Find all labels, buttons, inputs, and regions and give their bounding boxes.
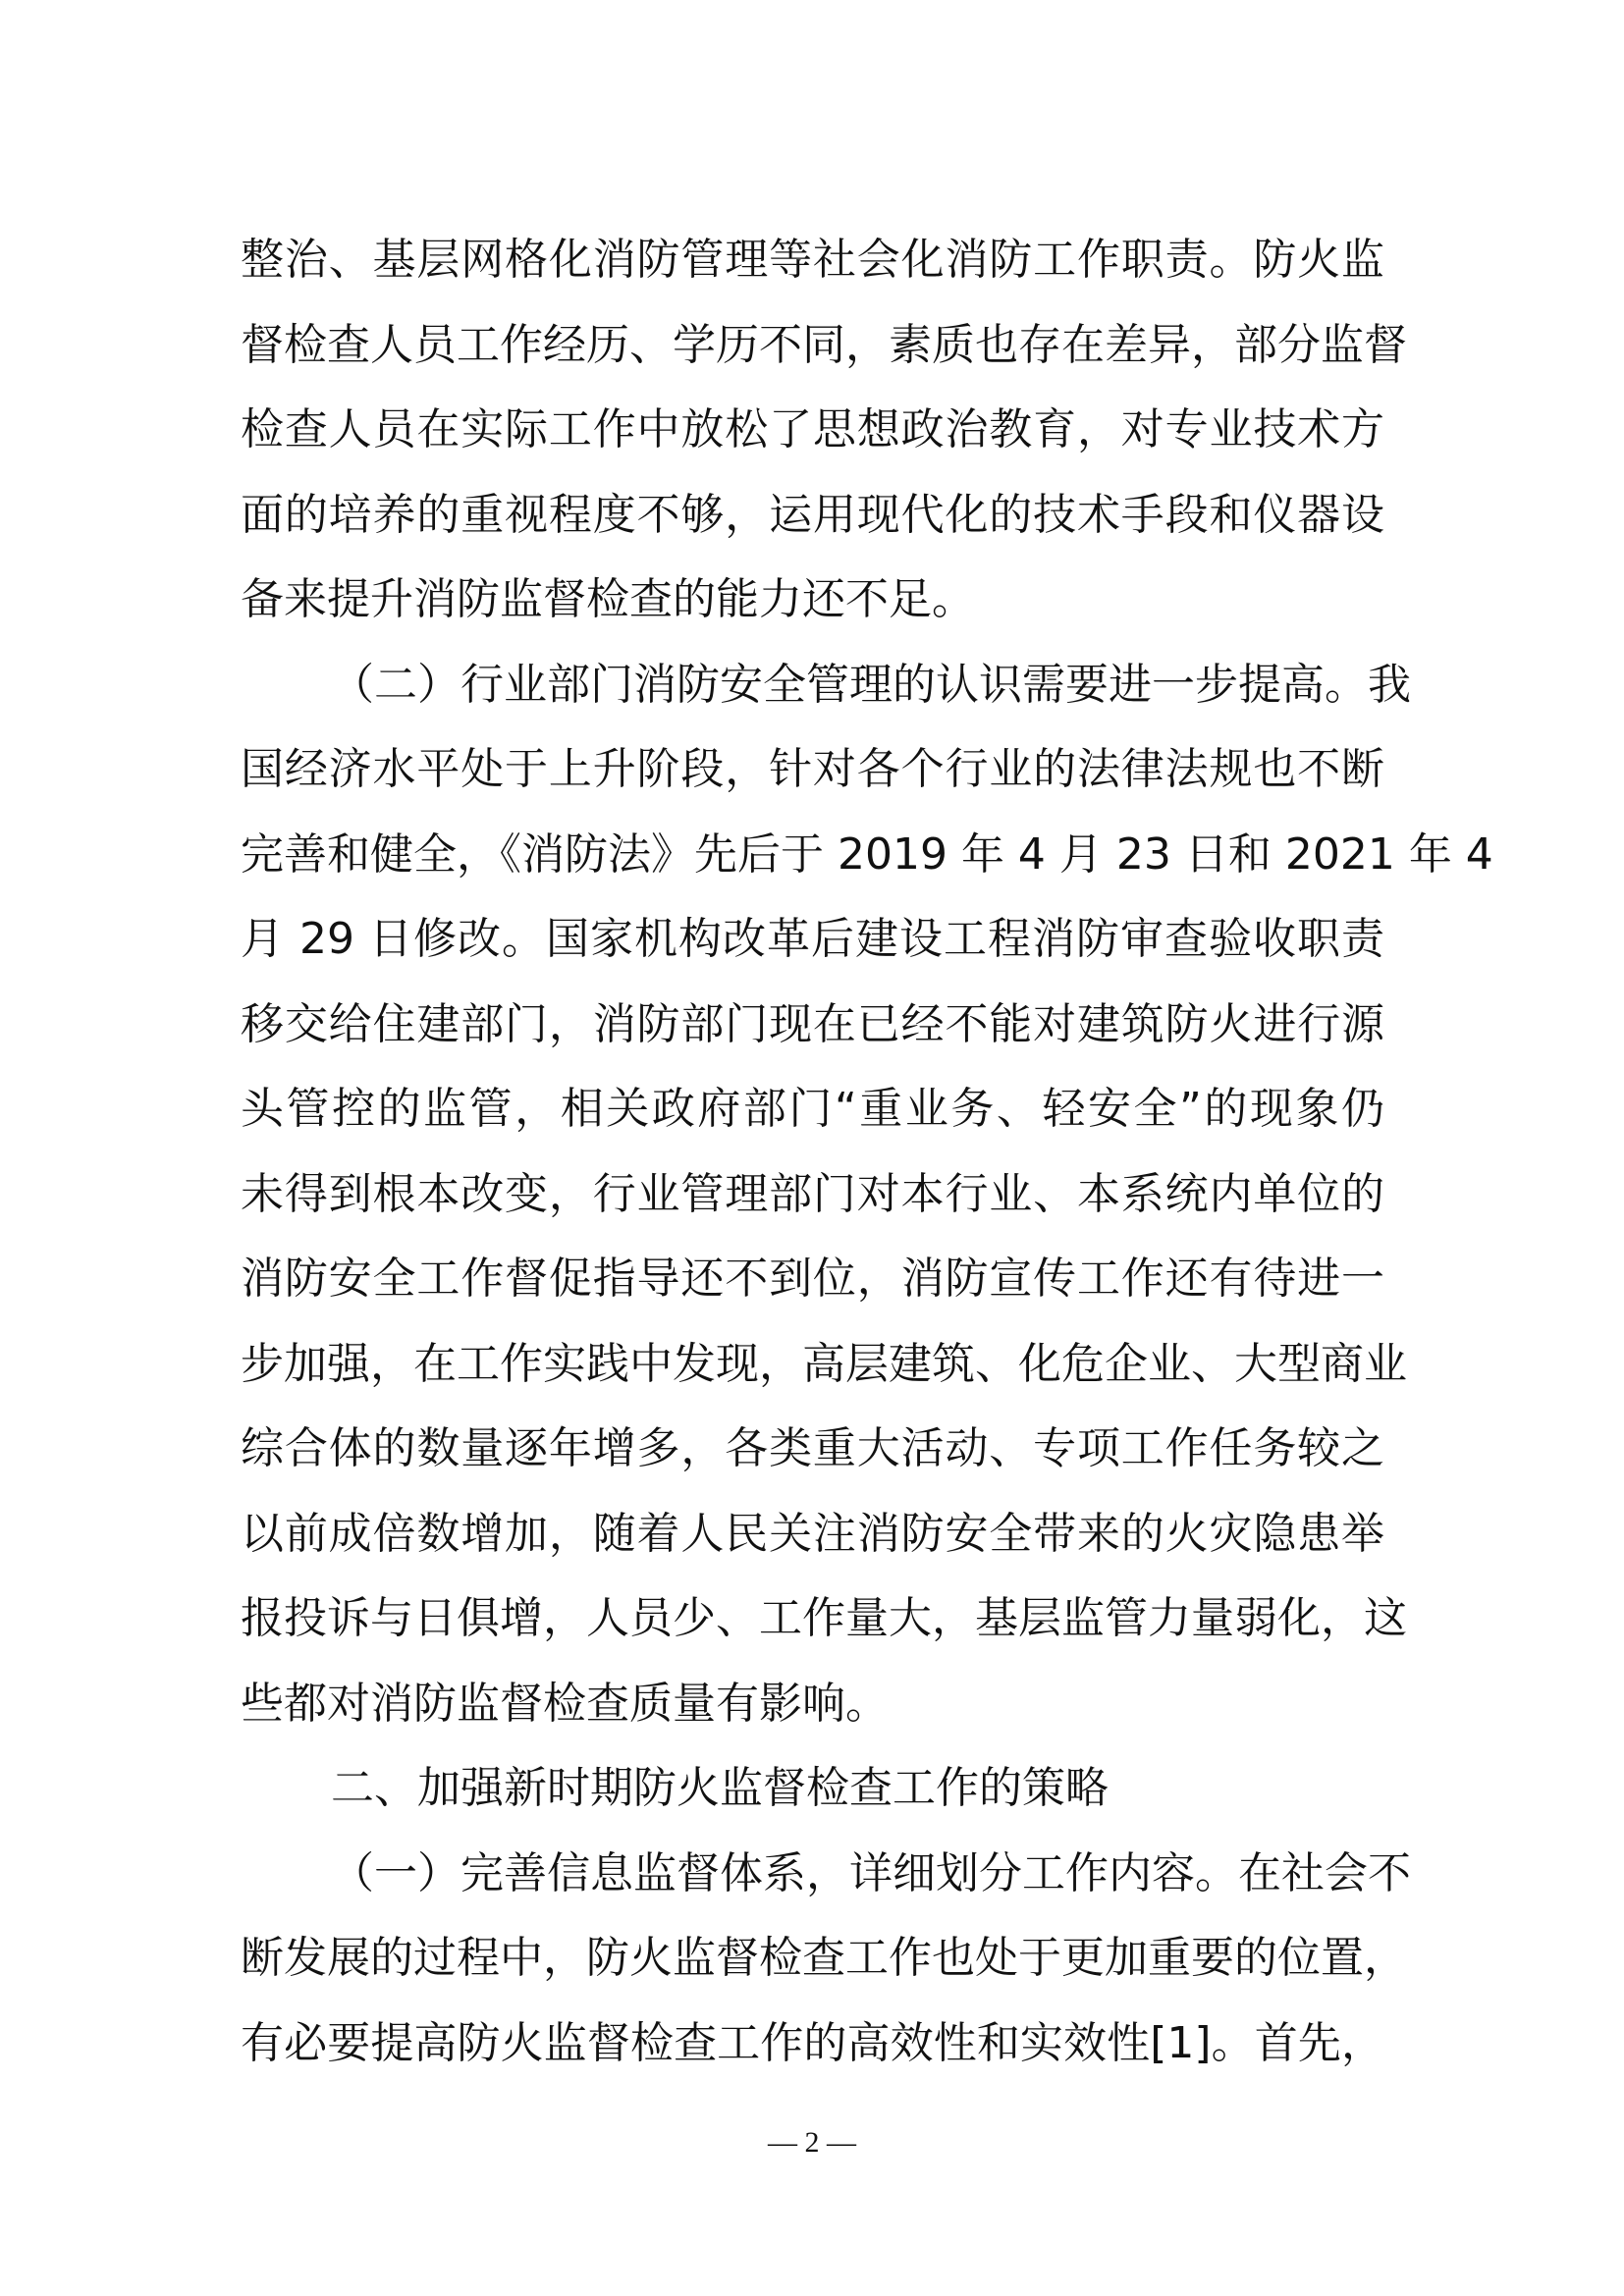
- text-line: 报投诉与日俱增，人员少、工作量大，基层监管力量弱化，这: [241, 1593, 1407, 1643]
- text-line: 整治、基层网格化消防管理等社会化消防工作职责。防火监: [241, 235, 1384, 285]
- text-line: 完善和健全，《消防法》先后于 2019 年 4 月 23 日和 2021 年 4: [241, 828, 1493, 880]
- text-line: 二、加强新时期防火监督检查工作的策略: [331, 1763, 1109, 1813]
- text-line: 消防安全工作督促指导还不到位，消防宣传工作还有待进一: [241, 1254, 1384, 1304]
- text-line: 未得到根本改变，行业管理部门对本行业、本系统内单位的: [241, 1168, 1384, 1219]
- text-line: 国经济水平处于上升阶段，针对各个行业的法律法规也不断: [241, 744, 1384, 794]
- text-line: 月 29 日修改。国家机构改革后建设工程消防审查验收职责: [241, 914, 1384, 964]
- text-line: 检查人员在实际工作中放松了思想政治教育，对专业技术方: [241, 404, 1384, 454]
- text-line: （二）行业部门消防安全管理的认识需要进一步提高。我: [331, 659, 1411, 710]
- text-line: 面的培养的重视程度不够，运用现代化的技术手段和仪器设: [241, 489, 1384, 540]
- page-number: — 2 —: [768, 2126, 856, 2159]
- text-line: 备来提升消防监督检查的能力还不足。: [241, 574, 975, 624]
- text-line: （一）完善信息监督体系，详细划分工作内容。在社会不: [331, 1847, 1411, 1898]
- text-line: 头管控的监管，相关政府部门“重业务、轻安全”的现象仍: [241, 1084, 1384, 1134]
- text-line: 步加强，在工作实践中发现，高层建筑、化危企业、大型商业: [241, 1338, 1407, 1389]
- text-line: 移交给住建部门，消防部门现在已经不能对建筑防火进行源: [241, 998, 1384, 1049]
- text-line: 督检查人员工作经历、学历不同，素质也存在差异，部分监督: [241, 319, 1407, 370]
- text-line: 有必要提高防火监督检查工作的高效性和实效性[1]。首先，: [241, 2017, 1384, 2068]
- text-line: 些都对消防监督检查质量有影响。: [241, 1678, 889, 1729]
- text-line: 综合体的数量逐年增多，各类重大活动、专项工作任务较之: [241, 1423, 1384, 1473]
- text-line: 以前成倍数增加，随着人民关注消防安全带来的火灾隐患举: [241, 1508, 1384, 1559]
- text-line: 断发展的过程中，防火监督检查工作也处于更加重要的位置，: [241, 1933, 1407, 1983]
